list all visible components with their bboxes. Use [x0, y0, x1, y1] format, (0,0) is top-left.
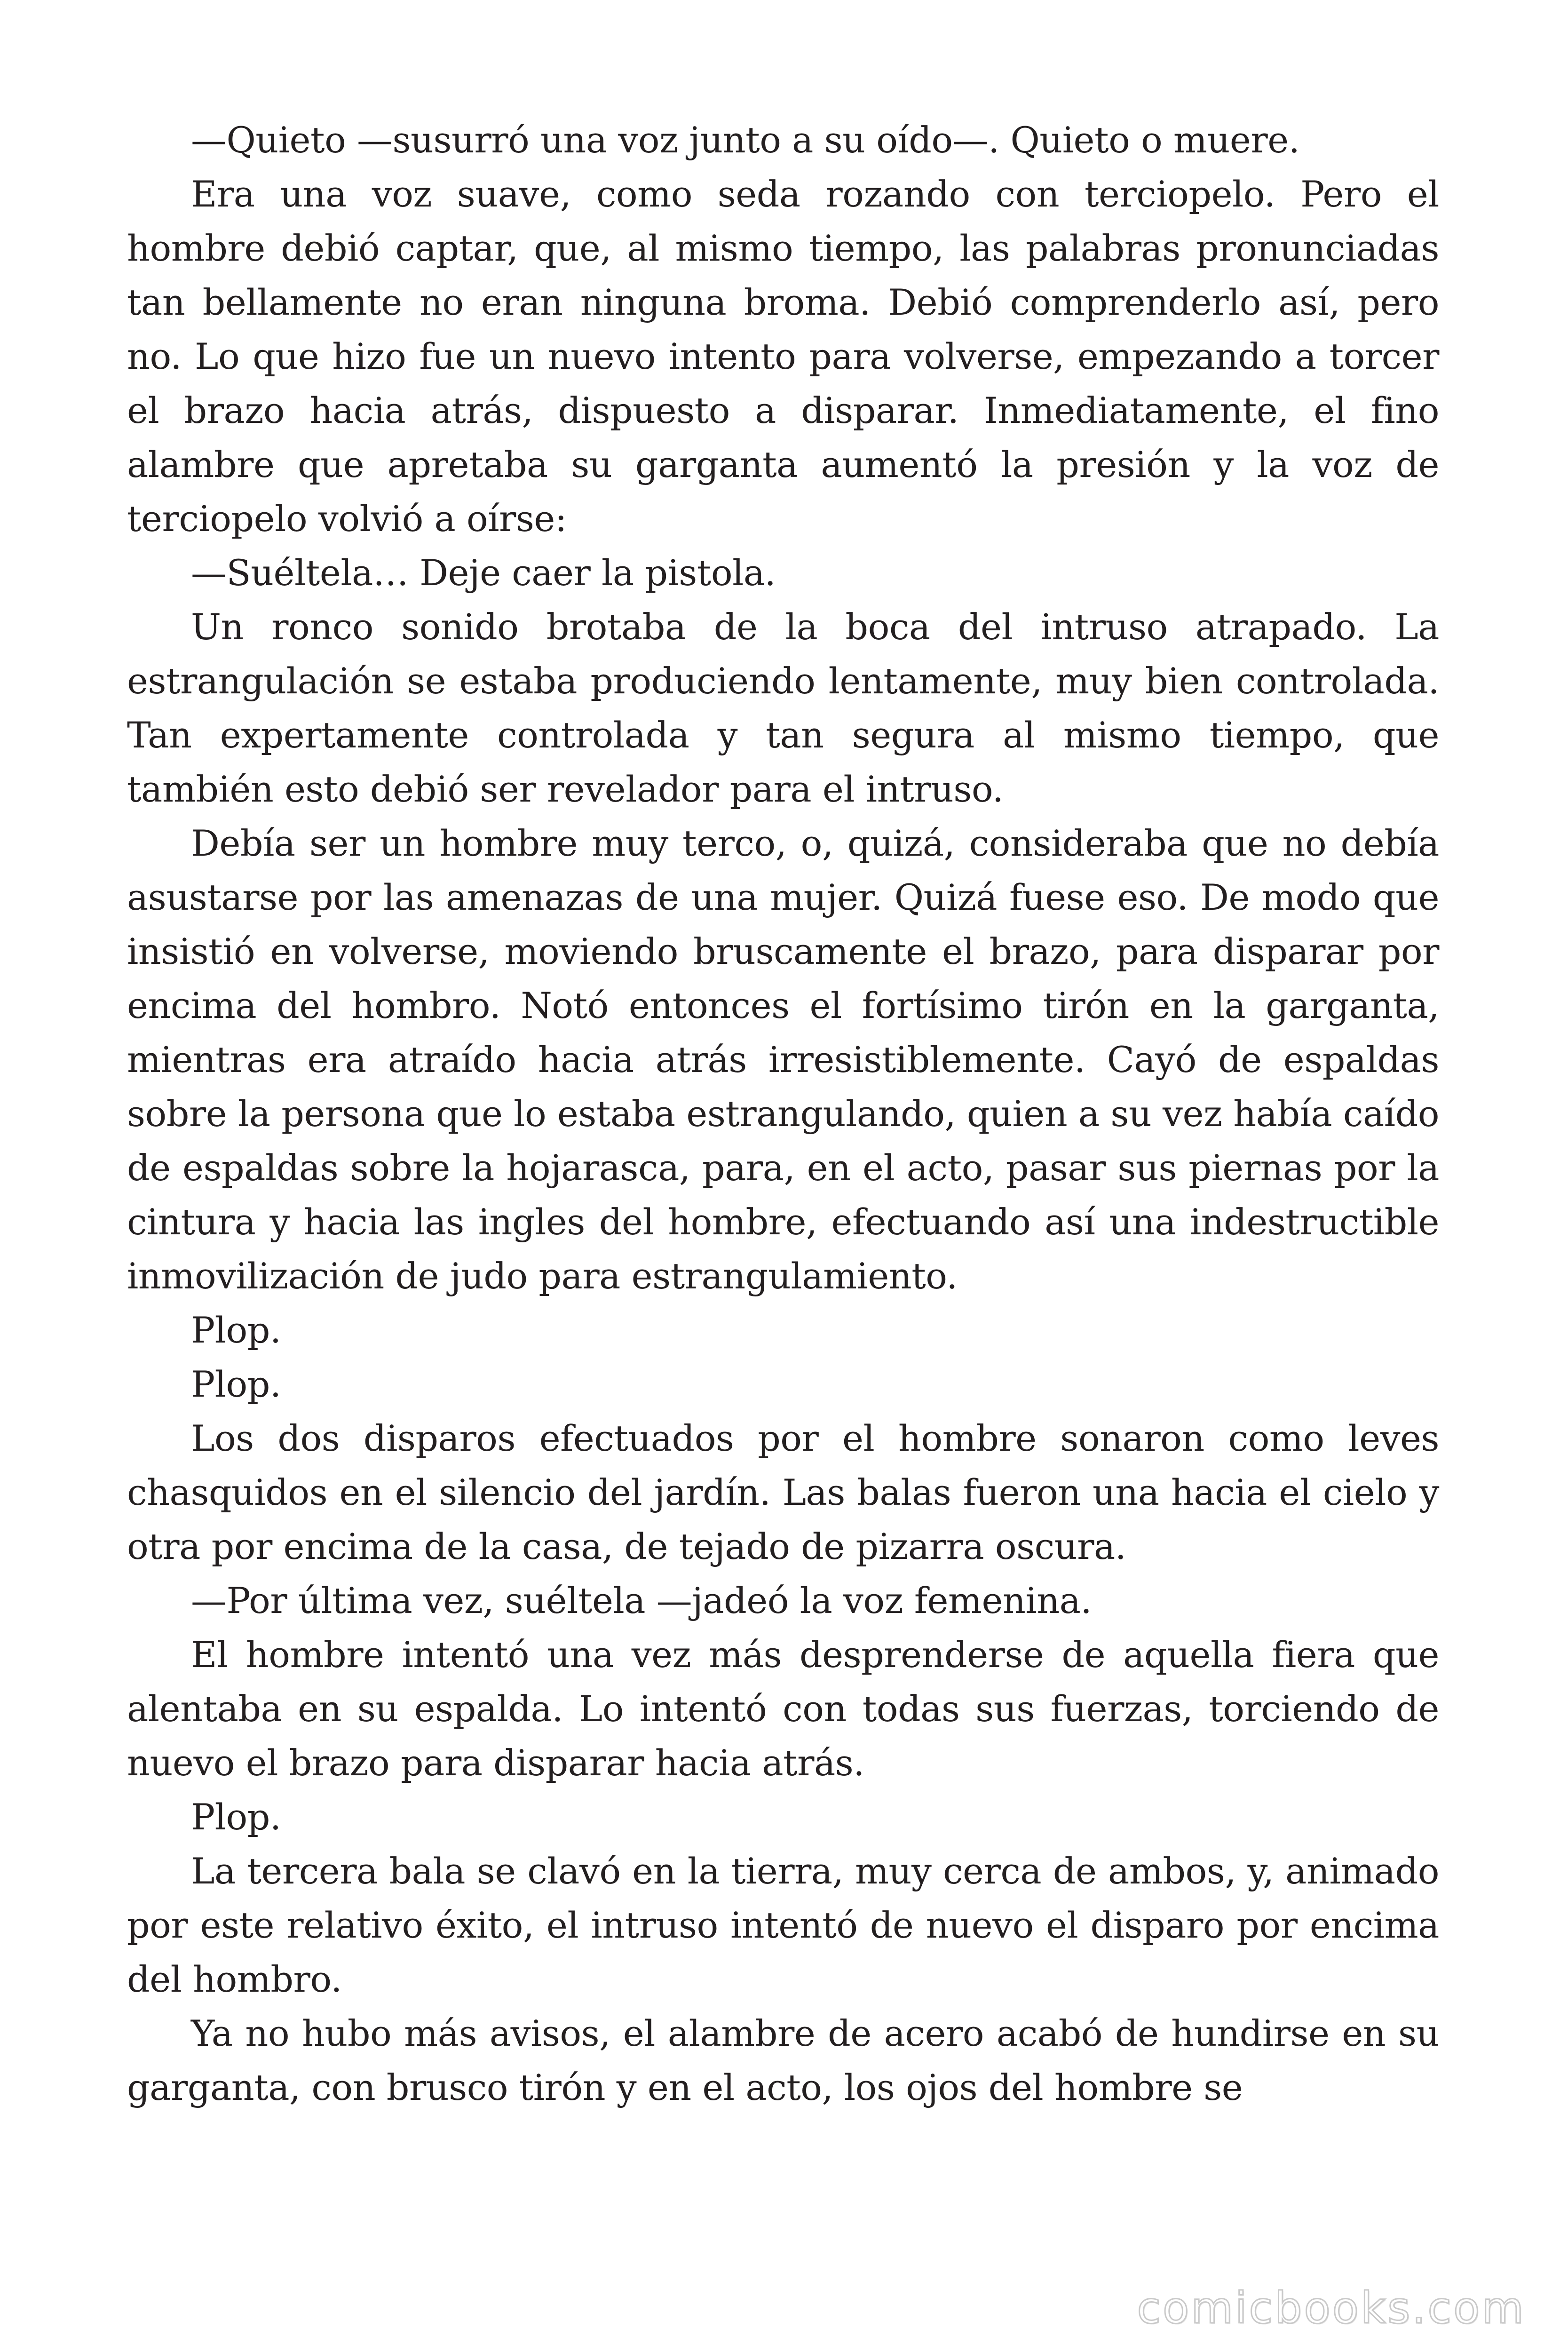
paragraph: —Quieto —susurró una voz junto a su oído—. Quieto o muere. [191, 119, 1300, 161]
paragraph: Los dos disparos efectuados por el hombre sonaron como leves chasquidos en el silencio del jardín. Las balas fueron una hacia el cielo y otra por encima de la casa, de tejado de pizarra oscura. [127, 1417, 1439, 1567]
paragraph: Ya no hubo más avisos, el alambre de acero acabó de hundirse en su garganta, con brusco tirón y en el acto, los ojos del hombre se [127, 2012, 1439, 2108]
page-body [127, 113, 1439, 2114]
paragraph: —Por última vez, suéltela —jadeó la voz femenina. [191, 1580, 1092, 1621]
paragraph: Plop. [191, 1363, 281, 1405]
paragraph: Plop. [191, 1309, 281, 1351]
paragraph: Un ronco sonido brotaba de la boca del intruso atrapado. La estrangulación se estaba produciendo lentamente, muy bien controlada. Tan expertamente controlada y tan segura al mismo tiempo, que también esto debió ser revelador para el intruso. [127, 606, 1439, 810]
paragraph: Plop. [191, 1796, 281, 1838]
paragraph: La tercera bala se clavó en la tierra, muy cerca de ambos, y, animado por este relativo éxito, el intruso intentó de nuevo el disparo por encima del hombro. [127, 1850, 1439, 2000]
watermark: comicbooks.com [1137, 2283, 1526, 2333]
paragraph: Era una voz suave, como seda rozando con terciopelo. Pero el hombre debió captar, que, al mismo tiempo, las palabras pronunciadas tan bellamente no eran ninguna broma. Debió comprenderlo así, pero no. Lo que hizo fue un nuevo intento para volverse, empezando a torcer el brazo hacia atrás, dispuesto a disparar. Inmediatamente, el fino alambre que apretaba su garganta aumentó la presión y la voz de terciopelo volvió a oírse: [127, 173, 1439, 540]
paragraph: —Suéltela… Deje caer la pistola. [191, 552, 776, 594]
paragraph: Debía ser un hombre muy terco, o, quizá, consideraba que no debía asustarse por las amenazas de una mujer. Quizá fuese eso. De modo que insistió en volverse, moviendo bruscamente el brazo, para disparar por encima del hombro. Notó entonces el fortísimo tirón en la garganta, mientras era atraído hacia atrás irresistiblemente. Cayó de espaldas sobre la persona que lo estaba estrangulando, quien a su vez había caído de espaldas sobre la hojarasca, para, en el acto, pasar sus piernas por la cintura y hacia las ingles del hombre, efectuando así una indestructible inmovilización de judo para estrangulamiento. [127, 822, 1439, 1297]
paragraph: El hombre intentó una vez más desprenderse de aquella fiera que alentaba en su espalda. Lo intentó con todas sus fuerzas, torciendo de nuevo el brazo para disparar hacia atrás. [127, 1634, 1439, 1784]
